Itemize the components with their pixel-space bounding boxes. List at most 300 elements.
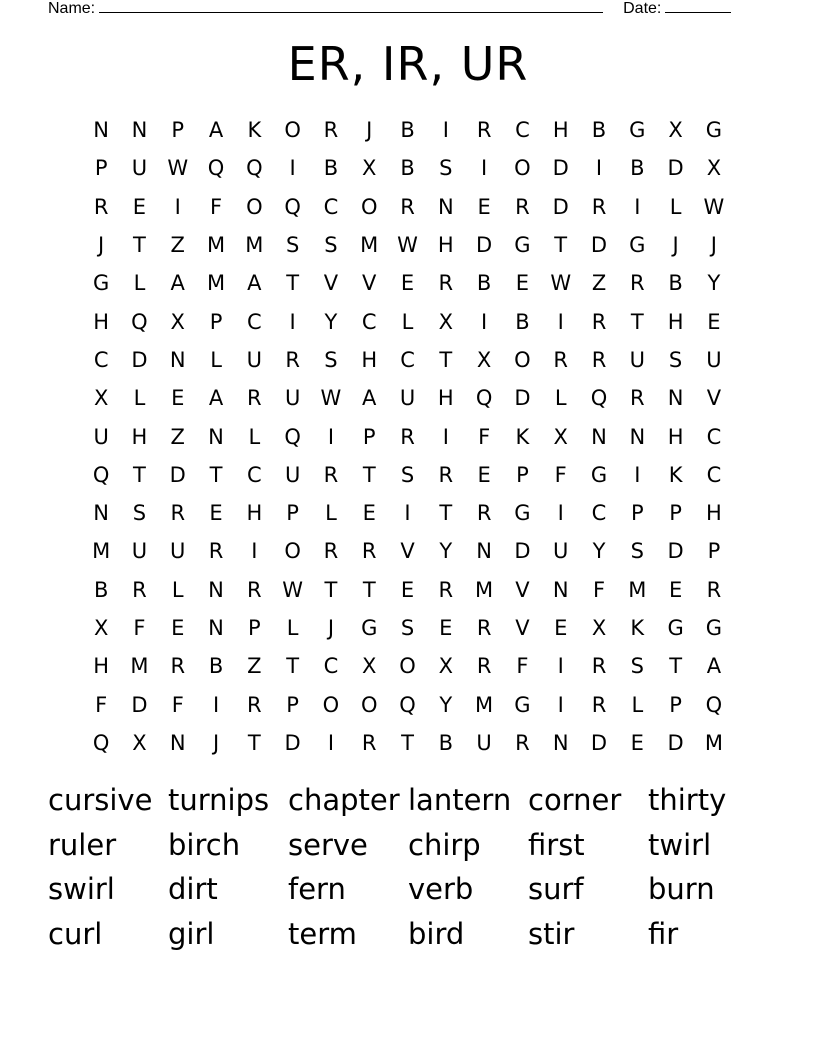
grid-letter[interactable]: I	[327, 424, 335, 449]
grid-letter[interactable]: J	[212, 730, 220, 755]
grid-letter[interactable]: L	[210, 347, 222, 372]
grid-letter[interactable]: R	[591, 194, 607, 219]
grid-letter[interactable]: U	[476, 730, 492, 755]
grid-letter[interactable]: C	[323, 194, 339, 219]
grid-letter[interactable]: R	[553, 347, 568, 372]
grid-letter[interactable]: T	[362, 462, 376, 487]
grid-letter[interactable]: N	[208, 616, 224, 640]
grid-letter[interactable]: P	[209, 309, 223, 334]
grid-letter[interactable]: L	[554, 386, 567, 411]
grid-letter[interactable]: R	[323, 462, 339, 487]
grid-letter[interactable]: H	[131, 424, 148, 449]
grid-letter[interactable]: E	[209, 501, 223, 526]
grid-letter[interactable]: J	[327, 616, 335, 640]
grid-letter[interactable]: Q	[705, 692, 723, 717]
grid-letter[interactable]: L	[631, 692, 644, 717]
grid-letter[interactable]: P	[171, 118, 185, 143]
grid-letter[interactable]: B	[208, 654, 224, 679]
grid-letter[interactable]: A	[362, 386, 377, 411]
grid-letter[interactable]: T	[286, 654, 300, 679]
grid-letter[interactable]: N	[93, 118, 109, 143]
grid-letter[interactable]: T	[669, 654, 683, 679]
grid-letter[interactable]: U	[553, 539, 569, 564]
grid-letter[interactable]: F	[133, 616, 146, 640]
grid-letter[interactable]: R	[208, 539, 224, 564]
grid-letter[interactable]: C	[323, 654, 339, 679]
grid-letter[interactable]: D	[131, 347, 148, 372]
grid-letter[interactable]: C	[361, 309, 377, 334]
grid-letter[interactable]: V	[706, 386, 722, 411]
word-bank-item: bird	[408, 917, 465, 952]
grid-letter[interactable]: P	[286, 692, 299, 717]
grid-letter[interactable]: W	[550, 271, 572, 296]
grid-letter[interactable]: R	[476, 118, 492, 143]
grid-letter[interactable]: E	[400, 271, 415, 296]
grid-letter[interactable]: D	[476, 233, 493, 258]
grid-letter[interactable]: S	[630, 539, 644, 564]
header-line	[48, 0, 748, 20]
grid-letter[interactable]: P	[630, 501, 644, 526]
grid-letter[interactable]: P	[669, 692, 682, 717]
grid-letter[interactable]: U	[284, 462, 301, 487]
grid-letter[interactable]: Q	[246, 156, 263, 181]
grid-letter[interactable]: J	[98, 233, 105, 258]
grid-letter[interactable]: D	[590, 730, 608, 755]
grid-letter[interactable]: Z	[247, 654, 262, 679]
grid-letter[interactable]: I	[557, 692, 564, 717]
grid-letter[interactable]: Q	[284, 194, 301, 219]
grid-letter[interactable]: O	[246, 194, 263, 219]
grid-letter[interactable]: N	[208, 424, 224, 449]
grid-letter[interactable]: A	[170, 271, 185, 296]
grid-letter[interactable]: T	[439, 501, 453, 526]
grid-letter[interactable]: I	[481, 156, 488, 181]
grid-letter[interactable]: R	[630, 271, 645, 296]
grid-letter[interactable]: M	[130, 654, 149, 679]
grid-letter[interactable]: I	[404, 501, 411, 526]
grid-letter[interactable]: U	[131, 156, 148, 181]
grid-letter[interactable]: R	[247, 692, 262, 717]
grid-letter[interactable]: S	[668, 347, 683, 372]
grid-letter[interactable]: C	[706, 462, 722, 487]
grid-letter[interactable]: R	[132, 577, 147, 602]
grid-letter[interactable]: R	[361, 539, 377, 564]
grid-letter[interactable]: N	[552, 730, 569, 755]
grid-letter[interactable]: W	[167, 156, 189, 181]
grid-letter[interactable]: R	[438, 462, 454, 487]
grid-letter[interactable]: U	[170, 539, 186, 564]
grid-letter[interactable]: M	[475, 692, 494, 717]
grid-letter[interactable]: D	[169, 462, 186, 487]
grid-letter[interactable]: X	[668, 118, 683, 143]
grid-letter[interactable]: C	[247, 309, 262, 334]
grid-letter[interactable]: I	[557, 654, 564, 679]
grid-letter[interactable]: G	[514, 501, 531, 526]
grid-letter[interactable]: I	[634, 462, 641, 487]
grid-letter[interactable]: Y	[439, 539, 453, 564]
grid-letter[interactable]: R	[93, 194, 109, 219]
grid-letter[interactable]: B	[323, 156, 339, 181]
grid-letter[interactable]: R	[515, 730, 530, 755]
grid-letter[interactable]: Z	[591, 271, 607, 296]
grid-letter[interactable]: I	[634, 194, 641, 219]
grid-letter[interactable]: U	[629, 347, 645, 372]
grid-letter[interactable]: V	[515, 577, 530, 602]
grid-letter[interactable]: S	[439, 156, 453, 181]
grid-letter[interactable]: X	[591, 616, 607, 640]
grid-letter[interactable]: S	[324, 233, 338, 258]
grid-letter[interactable]: N	[667, 386, 684, 411]
grid-letter[interactable]: L	[248, 424, 261, 449]
grid-letter[interactable]: G	[514, 692, 531, 717]
grid-letter[interactable]: J	[366, 118, 373, 143]
grid-letter[interactable]: E	[554, 616, 568, 640]
grid-letter[interactable]: Y	[324, 309, 338, 334]
grid-letter[interactable]: Y	[707, 271, 721, 296]
grid-letter[interactable]: U	[246, 347, 263, 372]
grid-letter[interactable]: P	[669, 501, 682, 526]
grid-letter[interactable]: I	[481, 309, 488, 334]
grid-letter[interactable]: P	[286, 501, 299, 526]
grid-letter[interactable]: T	[401, 730, 414, 755]
grid-letter[interactable]: R	[400, 424, 415, 449]
grid-letter[interactable]: M	[360, 233, 379, 258]
grid-letter[interactable]: G	[590, 462, 608, 487]
grid-letter[interactable]: V	[400, 539, 415, 564]
grid-letter[interactable]: H	[437, 386, 454, 411]
grid-letter[interactable]: R	[170, 501, 186, 526]
grid-letter[interactable]: M	[206, 233, 226, 258]
grid-letter[interactable]: N	[476, 539, 492, 564]
grid-letter[interactable]: N	[629, 424, 646, 449]
grid-letter[interactable]: F	[209, 194, 223, 219]
grid-letter[interactable]: D	[552, 156, 569, 181]
grid-letter[interactable]: R	[591, 654, 607, 679]
grid-letter[interactable]: R	[170, 654, 186, 679]
grid-letter[interactable]: E	[630, 730, 644, 755]
grid-letter[interactable]: B	[400, 156, 415, 181]
grid-letter[interactable]: R	[476, 654, 492, 679]
grid-letter[interactable]: O	[284, 118, 301, 143]
grid-letter[interactable]: F	[516, 654, 529, 679]
grid-letter[interactable]: R	[591, 347, 607, 372]
grid-letter[interactable]: I	[289, 156, 296, 181]
grid-letter[interactable]: T	[554, 233, 568, 258]
grid-letter[interactable]: N	[169, 347, 186, 372]
grid-letter[interactable]: C	[706, 424, 722, 449]
grid-letter[interactable]: A	[208, 118, 224, 143]
grid-letter[interactable]: X	[438, 309, 454, 334]
grid-letter[interactable]: B	[630, 156, 645, 181]
grid-letter[interactable]: U	[93, 424, 109, 449]
grid-letter[interactable]: Q	[207, 156, 225, 181]
date-label: Date:	[623, 0, 662, 17]
grid-letter[interactable]: I	[212, 692, 220, 717]
grid-letter[interactable]: Q	[92, 730, 110, 755]
grid-letter[interactable]: D	[514, 386, 531, 411]
grid-letter[interactable]: B	[668, 271, 683, 296]
grid-letter[interactable]: G	[514, 233, 531, 258]
grid-letter[interactable]: P	[516, 462, 529, 487]
grid-letter[interactable]: S	[400, 462, 415, 487]
grid-letter[interactable]: E	[515, 271, 530, 296]
word-bank-item: surf	[528, 872, 584, 907]
grid-letter[interactable]: E	[477, 194, 491, 219]
grid-letter[interactable]: R	[476, 501, 492, 526]
grid-letter[interactable]: G	[629, 118, 646, 143]
grid-letter[interactable]: X	[362, 654, 377, 679]
grid-letter[interactable]: I	[557, 309, 564, 334]
grid-letter[interactable]: F	[554, 462, 567, 487]
grid-letter[interactable]: W	[282, 577, 304, 602]
grid-letter[interactable]: T	[133, 462, 146, 487]
grid-letter[interactable]: H	[552, 118, 569, 143]
grid-letter[interactable]: I	[289, 309, 296, 334]
grid-letter[interactable]: W	[703, 194, 725, 219]
grid-letter[interactable]: H	[93, 309, 110, 334]
grid-letter[interactable]: Z	[170, 233, 185, 258]
grid-letter[interactable]: R	[323, 118, 339, 143]
grid-letter[interactable]: M	[206, 271, 226, 296]
grid-letter[interactable]: E	[477, 462, 491, 487]
grid-letter[interactable]: P	[707, 539, 721, 564]
grid-letter[interactable]: P	[94, 156, 108, 181]
grid-letter[interactable]: R	[515, 194, 530, 219]
grid-letter[interactable]: E	[171, 616, 185, 640]
grid-letter[interactable]: R	[476, 616, 492, 640]
grid-letter[interactable]: C	[247, 462, 262, 487]
grid-letter[interactable]: R	[361, 730, 377, 755]
grid-letter[interactable]: D	[514, 539, 531, 564]
grid-letter[interactable]: V	[362, 271, 377, 296]
grid-letter[interactable]: I	[442, 424, 449, 449]
grid-letter[interactable]: X	[132, 730, 147, 755]
grid-letter[interactable]: G	[705, 118, 723, 143]
grid-letter[interactable]: F	[95, 692, 108, 717]
word-bank-item: dirt	[168, 872, 218, 907]
grid-letter[interactable]: Q	[131, 309, 148, 334]
grid-letter[interactable]: C	[515, 118, 530, 143]
grid-letter[interactable]: M	[475, 577, 494, 602]
grid-letter[interactable]: M	[92, 539, 111, 564]
grid-letter[interactable]: U	[706, 347, 722, 372]
grid-letter[interactable]: X	[170, 309, 185, 334]
grid-letter[interactable]: N	[131, 118, 148, 143]
grid-letter[interactable]: C	[93, 347, 109, 372]
grid-letter[interactable]: A	[208, 386, 224, 411]
grid-letter[interactable]: D	[667, 156, 684, 181]
grid-letter[interactable]: R	[630, 386, 645, 411]
grid-letter[interactable]: Y	[592, 539, 606, 564]
grid-letter[interactable]: D	[667, 539, 684, 564]
grid-letter[interactable]: D	[284, 730, 301, 755]
grid-letter[interactable]: H	[667, 424, 684, 449]
grid-letter[interactable]: X	[476, 347, 492, 372]
grid-letter[interactable]: X	[362, 156, 377, 181]
grid-letter[interactable]: I	[174, 194, 181, 219]
grid-letter[interactable]: C	[591, 501, 607, 526]
grid-letter[interactable]: Q	[590, 386, 608, 411]
grid-letter[interactable]: O	[360, 692, 378, 717]
grid-letter[interactable]: K	[630, 616, 645, 640]
grid-letter[interactable]: X	[93, 386, 109, 411]
grid-letter[interactable]: S	[630, 654, 644, 679]
word-bank-item: ruler	[48, 827, 117, 862]
grid-letter[interactable]: I	[251, 539, 258, 564]
grid-letter[interactable]: F	[478, 424, 491, 449]
grid-letter[interactable]: Q	[399, 692, 416, 717]
grid-letter[interactable]: L	[133, 271, 146, 296]
grid-letter[interactable]: O	[360, 194, 378, 219]
grid-letter[interactable]: E	[668, 577, 683, 602]
grid-letter[interactable]: U	[131, 539, 148, 564]
grid-letter[interactable]: H	[246, 501, 263, 526]
grid-letter[interactable]: D	[131, 692, 148, 717]
grid-letter[interactable]: L	[286, 616, 299, 640]
grid-letter[interactable]: C	[400, 347, 415, 372]
grid-letter[interactable]: B	[93, 577, 109, 602]
grid-letter[interactable]: J	[710, 233, 717, 258]
grid-letter[interactable]: Q	[284, 424, 301, 449]
grid-letter[interactable]: E	[132, 194, 147, 219]
grid-letter[interactable]: K	[668, 462, 683, 487]
grid-letter[interactable]: S	[285, 233, 300, 258]
grid-letter[interactable]: R	[247, 386, 262, 411]
grid-letter[interactable]: M	[245, 233, 264, 258]
grid-letter[interactable]: E	[707, 309, 721, 334]
grid-letter[interactable]: Q	[92, 462, 110, 487]
grid-letter[interactable]: S	[400, 616, 415, 640]
grid-letter[interactable]: K	[247, 118, 262, 143]
grid-letter[interactable]: T	[439, 347, 453, 372]
name-blank-line[interactable]	[99, 0, 603, 13]
grid-letter[interactable]: T	[362, 577, 376, 602]
grid-letter[interactable]: T	[133, 233, 146, 258]
grid-letter[interactable]: R	[400, 194, 415, 219]
grid-letter[interactable]: X	[706, 156, 722, 181]
grid-letter[interactable]: O	[514, 156, 531, 181]
grid-letter[interactable]: V	[515, 616, 530, 640]
grid-letter[interactable]: G	[705, 616, 723, 640]
grid-letter[interactable]: S	[324, 347, 338, 372]
grid-letter[interactable]: O	[284, 539, 301, 564]
grid-letter[interactable]: N	[93, 501, 109, 526]
grid-letter[interactable]: R	[247, 577, 262, 602]
grid-letter[interactable]: W	[320, 386, 342, 411]
grid-letter[interactable]: N	[437, 194, 454, 219]
grid-letter[interactable]: M	[628, 577, 647, 602]
grid-letter[interactable]: I	[557, 501, 564, 526]
grid-letter[interactable]: R	[323, 539, 339, 564]
grid-letter[interactable]: R	[438, 577, 454, 602]
grid-letter[interactable]: D	[667, 730, 684, 755]
grid-letter[interactable]: W	[397, 233, 418, 258]
grid-letter[interactable]: E	[400, 577, 415, 602]
grid-letter[interactable]: I	[327, 730, 335, 755]
grid-letter[interactable]: B	[400, 118, 415, 143]
grid-letter[interactable]: L	[401, 309, 414, 334]
grid-letter[interactable]: N	[591, 424, 607, 449]
grid-letter[interactable]: E	[171, 386, 185, 411]
date-blank-line[interactable]	[665, 0, 731, 13]
grid-letter[interactable]: X	[438, 654, 454, 679]
word-bank-item: verb	[408, 872, 474, 907]
grid-letter[interactable]: H	[93, 654, 110, 679]
grid-letter[interactable]: V	[323, 271, 339, 296]
grid-letter[interactable]: E	[439, 616, 453, 640]
grid-letter[interactable]: R	[438, 271, 454, 296]
grid-letter[interactable]: Y	[439, 692, 453, 717]
grid-letter[interactable]: L	[133, 386, 146, 411]
grid-letter[interactable]: G	[629, 233, 646, 258]
grid-letter[interactable]: S	[132, 501, 147, 526]
grid-letter[interactable]: U	[284, 386, 301, 411]
grid-letter[interactable]: M	[704, 730, 723, 755]
grid-letter[interactable]: T	[630, 309, 644, 334]
grid-letter[interactable]: N	[208, 577, 224, 602]
grid-letter[interactable]: G	[667, 616, 684, 640]
grid-letter[interactable]: P	[362, 424, 376, 449]
grid-letter[interactable]: H	[437, 233, 454, 258]
grid-letter[interactable]: A	[706, 654, 722, 679]
grid-letter[interactable]: G	[93, 271, 110, 296]
grid-letter[interactable]: L	[171, 577, 184, 602]
grid-letter[interactable]: K	[515, 424, 530, 449]
grid-letter[interactable]: R	[591, 309, 607, 334]
word-bank-item: fir	[648, 917, 679, 952]
grid-letter[interactable]: R	[285, 347, 300, 372]
grid-letter[interactable]: H	[361, 347, 378, 372]
grid-letter[interactable]: Z	[170, 424, 185, 449]
grid-letter[interactable]: B	[591, 118, 607, 143]
grid-letter[interactable]: O	[514, 347, 531, 372]
grid-letter[interactable]: X	[553, 424, 568, 449]
grid-letter[interactable]: G	[361, 616, 378, 640]
grid-letter[interactable]: H	[706, 501, 722, 526]
grid-letter[interactable]: T	[209, 462, 223, 487]
grid-letter[interactable]: L	[669, 194, 682, 219]
grid-letter[interactable]: X	[93, 616, 109, 640]
grid-letter[interactable]: F	[592, 577, 606, 602]
grid-letter[interactable]: A	[247, 271, 262, 296]
grid-letter[interactable]: R	[591, 692, 607, 717]
grid-letter[interactable]: E	[362, 501, 376, 526]
grid-letter[interactable]: T	[286, 271, 300, 296]
grid-letter[interactable]: D	[590, 233, 608, 258]
grid-letter[interactable]: N	[169, 730, 186, 755]
grid-letter[interactable]: I	[595, 156, 603, 181]
grid-letter[interactable]: D	[552, 194, 569, 219]
grid-letter[interactable]: T	[324, 577, 338, 602]
grid-letter[interactable]: H	[667, 309, 684, 334]
grid-letter[interactable]: R	[706, 577, 722, 602]
grid-letter[interactable]: F	[171, 692, 184, 717]
word-bank-item: birch	[168, 827, 241, 862]
grid-letter[interactable]: J	[672, 233, 679, 258]
grid-letter[interactable]: U	[399, 386, 416, 411]
grid-letter[interactable]: O	[322, 692, 340, 717]
grid-letter[interactable]: I	[442, 118, 449, 143]
grid-letter[interactable]: B	[515, 309, 530, 334]
grid-letter[interactable]: T	[247, 730, 261, 755]
grid-letter[interactable]: P	[248, 616, 261, 640]
grid-letter[interactable]: Q	[475, 386, 493, 411]
grid-letter[interactable]: L	[325, 501, 337, 526]
grid-letter[interactable]: B	[476, 271, 492, 296]
grid-letter[interactable]: N	[552, 577, 569, 602]
grid-letter[interactable]: O	[399, 654, 416, 679]
grid-letter[interactable]: B	[438, 730, 454, 755]
